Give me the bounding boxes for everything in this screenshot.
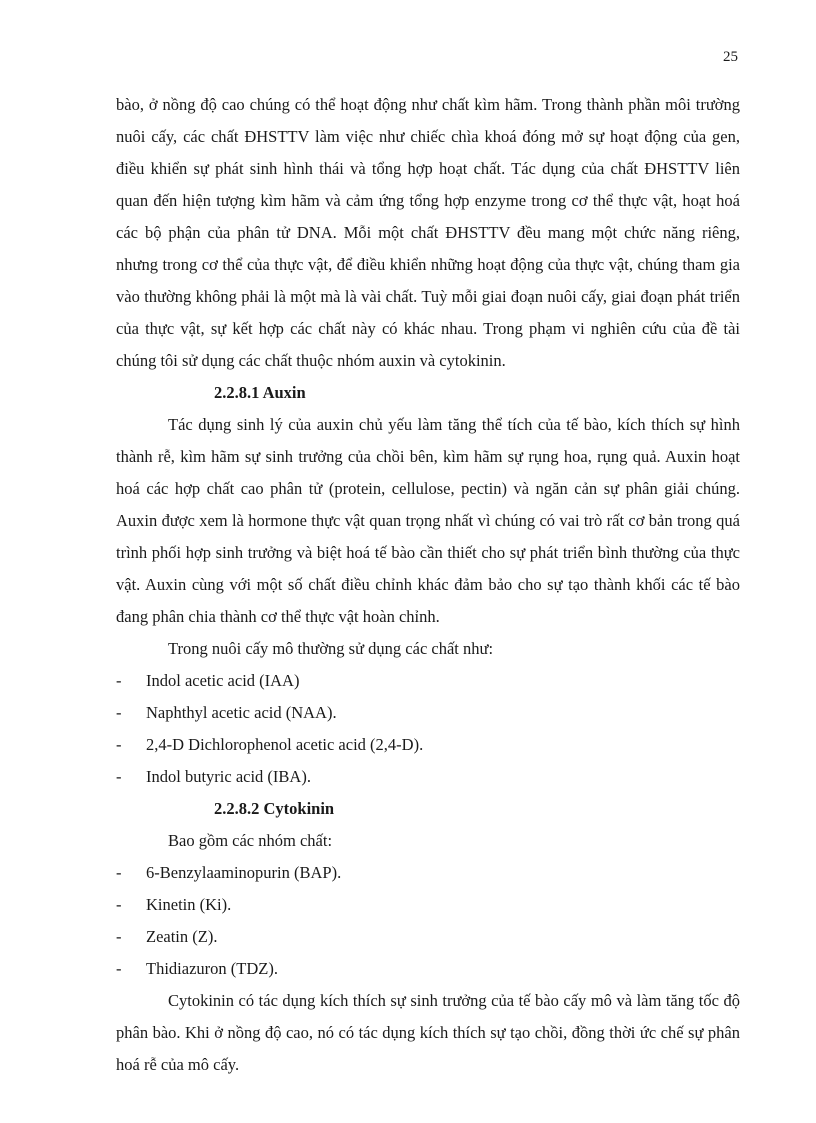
section-heading-auxin: 2.2.8.1 Auxin	[214, 383, 306, 402]
list-item	[116, 665, 740, 697]
document-body	[116, 89, 740, 1081]
list-item-text: Indol butyric acid (IBA).	[146, 767, 311, 786]
list-item-text: 2,4-D Dichlorophenol acetic acid (2,4-D).	[146, 735, 424, 754]
section-heading-cytokinin: 2.2.8.2 Cytokinin	[214, 799, 335, 818]
list-item	[116, 889, 740, 921]
auxin-description-paragraph: Tác dụng sinh lý của auxin chủ yếu làm tăng thể tích của tế bào, kích thích sự hình thành rễ, kìm hãm sự sinh trưởng của chồi bên, kìm hãm sự rụng hoa, rụng quả. Auxin hoạt hoá các hợp chất cao phân tử (protein, cellulose, pectin) và ngăn cản sự phân giải chúng. Auxin được xem là hormone thực vật quan trọng nhất vì chúng có vai trò rất cơ bản trong quá trình phối hợp sinh trưởng và biệt hoá tế bào cần thiết cho sự phát triển bình thường của thực vật. Auxin cùng với một số chất điều chỉnh khác đảm bảo cho sự tạo thành khối các tế bào đang phân chia thành cơ thể thực vật hoàn chỉnh.	[116, 415, 740, 626]
list-item-text: 6-Benzylaaminopurin (BAP).	[146, 863, 342, 882]
list-item	[116, 761, 740, 793]
list-dash: -	[116, 895, 122, 914]
list-dash: -	[116, 767, 122, 786]
page-number: 25	[723, 49, 738, 65]
cytokinin-list	[116, 857, 740, 985]
list-item-text: Naphthyl acetic acid (NAA).	[146, 703, 337, 722]
list-item-text: Zeatin (Z).	[146, 927, 218, 946]
list-item	[116, 921, 740, 953]
list-item	[116, 857, 740, 889]
list-item-text: Thidiazuron (TDZ).	[146, 959, 278, 978]
list-dash: -	[116, 671, 122, 690]
list-item	[116, 729, 740, 761]
list-dash: -	[116, 927, 122, 946]
cytokinin-list-intro: Bao gồm các nhóm chất:	[168, 831, 333, 850]
auxin-list	[116, 665, 740, 793]
list-dash: -	[116, 863, 122, 882]
list-item	[116, 697, 740, 729]
list-dash: -	[116, 959, 122, 978]
auxin-list-intro: Trong nuôi cấy mô thường sử dụng các chất như:	[168, 639, 494, 658]
list-dash: -	[116, 735, 122, 754]
intro-paragraph: bào, ở nồng độ cao chúng có thể hoạt động như chất kìm hãm. Trong thành phần môi trường nuôi cấy, các chất ĐHSTTV làm việc như chiếc chìa khoá đóng mở sự hoạt động của gen, điều khiển sự phát sinh hình thái và tổng hợp hoạt chất. Tác dụng của chất ĐHSTTV liên quan đến hiện tượng kìm hãm và cảm ứng tổng hợp enzyme trong cơ thể thực vật, hoạt hoá các bộ phận của phân tử DNA. Mỗi một chất ĐHSTTV đều mang một chức năng riêng, nhưng trong cơ thể của thực vật, để điều khiển những hoạt động của thực vật, chúng tham gia vào thường không phải là một mà là vài chất. Tuỳ mỗi giai đoạn nuôi cấy, giai đoạn phát triển của thực vật, sự kết hợp các chất này có khác nhau. Trong phạm vi nghiên cứu của đề tài chúng tôi sử dụng các chất thuộc nhóm auxin và cytokinin.	[116, 95, 740, 370]
cytokinin-description-paragraph: Cytokinin có tác dụng kích thích sự sinh trưởng của tế bào cấy mô và làm tăng tốc độ phân bào. Khi ở nồng độ cao, nó có tác dụng kích thích sự tạo chồi, đồng thời ức chế sự phân hoá rễ của mô cấy.	[116, 991, 740, 1074]
list-item-text: Kinetin (Ki).	[146, 895, 232, 914]
list-dash: -	[116, 703, 122, 722]
list-item-text: Indol acetic acid (IAA)	[146, 671, 300, 690]
list-item	[116, 953, 740, 985]
